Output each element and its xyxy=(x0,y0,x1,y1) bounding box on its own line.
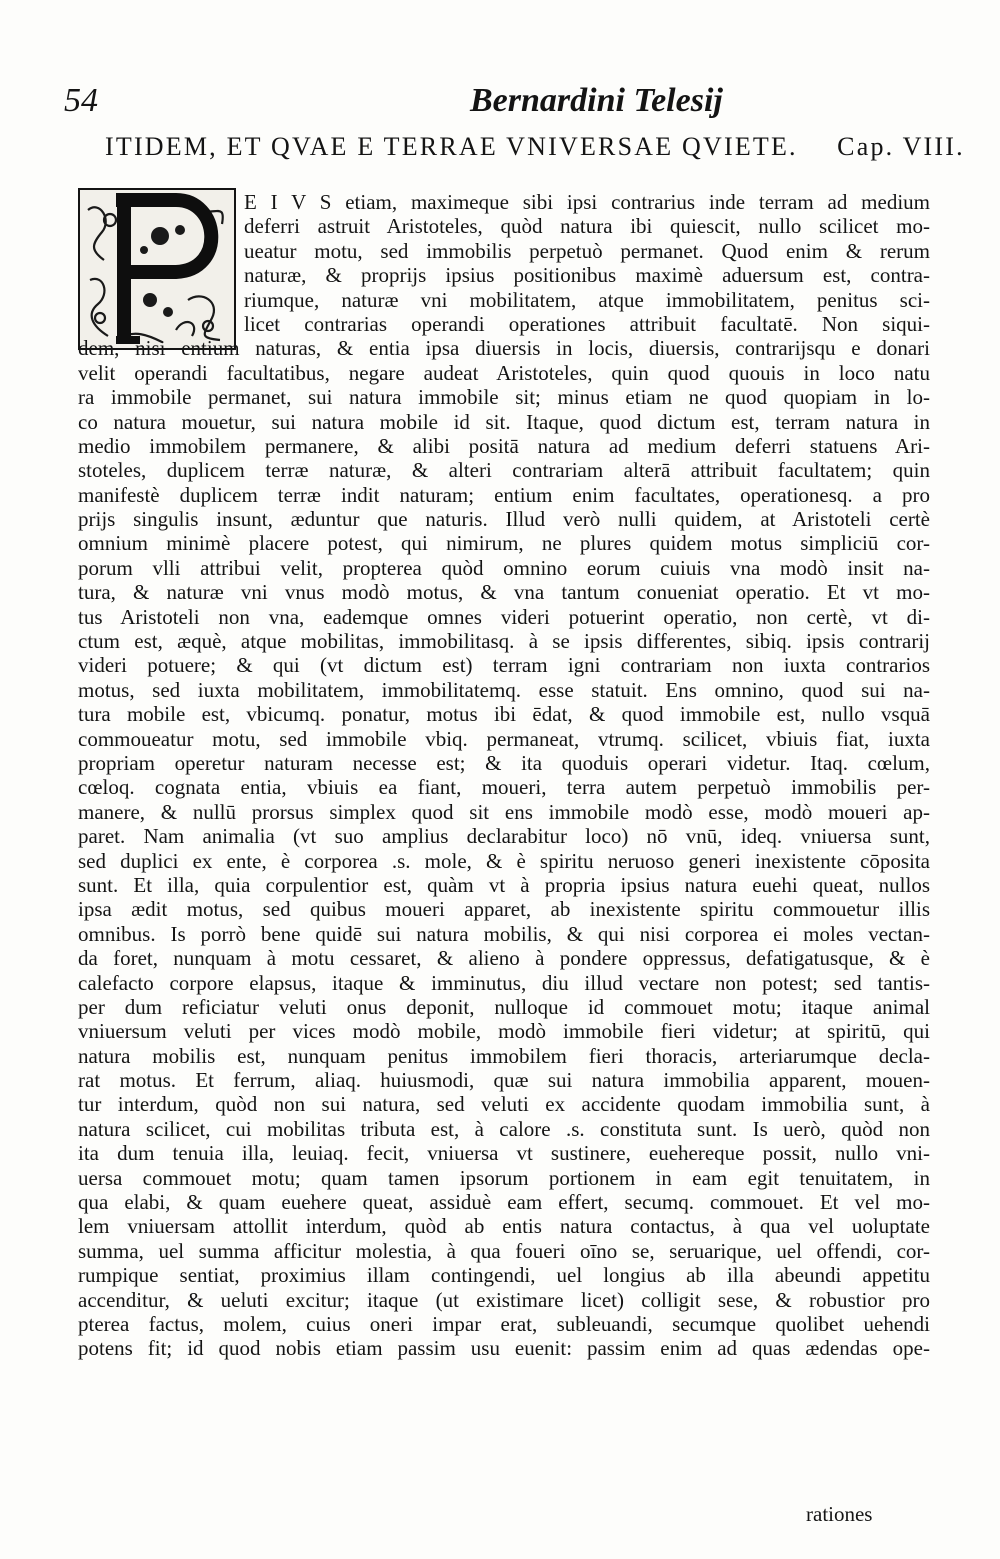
text-line: vniuersum veluti per vices modò mobile, modò immobile fieri videtur; at spiritū, qui xyxy=(78,1019,930,1044)
catchword: rationes xyxy=(806,1502,873,1526)
text-line: E I V S etiam, maximeque sibi ipsi contrarius inde terram ad medium xyxy=(244,190,930,214)
text-line: lem vniuersam attollit interdum, quòd ab entis natura contactus, à qua vel uoluptate xyxy=(78,1214,930,1239)
text-line: cœloq. cognata entia, vbiuis ea fiant, moueri, terra autem perpetuò immobilis per- xyxy=(78,775,930,800)
text-line: ita dum tenuia illa, leuiaq. fecit, vniuersa vt sustinere, euehereque possit, nullo vni- xyxy=(78,1141,930,1166)
text-line: deferri astruit Aristoteles, quòd natura ibi quiescit, nullo scilicet mo- xyxy=(244,214,930,239)
text-line: tus Aristoteli non vna, eademque omnes videri potuerint operatio, non certè, vt di- xyxy=(78,604,930,629)
running-head: Bernardini Telesij xyxy=(470,82,723,119)
text-line: medio immobilem permanere, & alibi positā natura ad medium deferri statuens Ari- xyxy=(78,433,930,458)
text-line: omnibus. Is porrò bene quidē sui natura mobilis, & qui nisi corporea ei moles vectan- xyxy=(78,921,930,946)
text-line: per dum reficiatur veluti onus deponit, nulloque id commouet motu; itaque animal xyxy=(78,994,930,1019)
text-line: porum vlli attribui velit, propterea quòd omnino eorum cuiuis vna modò insit na- xyxy=(78,555,930,580)
text-line: da foret, nunquam à motu cessaret, & alieno à pondere oppressus, defatigatusque, & è xyxy=(78,946,930,971)
text-line: manifestè duplicem terræ indit naturam; entium enim facultates, operationesq. a pro xyxy=(78,482,930,507)
text-line: accenditur, & ueluti excitur; itaque (ut existimare licet) colligit sese, & robustior pro xyxy=(78,1287,930,1312)
text-line: rat motus. Et ferrum, aliaq. huiusmodi, quæ sui natura immobilia apparent, mouen- xyxy=(78,1068,930,1093)
text-line: pterea factus, molem, cuius oneri impar erat, subleuandi, secumque quolibet uehendi xyxy=(78,1311,930,1336)
text-line: natura mobilis est, nunquam penitus immobilem fieri thoracis, arteriarumque decla- xyxy=(78,1043,930,1068)
text-line: paret. Nam animalia (vt suo amplius declarabitur loco) nō vnū, ideq. vniuersa sunt, xyxy=(78,824,930,849)
text-line: stoteles, duplicem terræ naturæ, & alteri contrariam alterā attribuit facultatem; quin xyxy=(78,458,930,483)
chapter-number: Cap. VIII. xyxy=(837,132,965,161)
text-line: co natura mouetur, sui natura mobile id sit. Itaque, quod dictum est, terram natura in xyxy=(78,409,930,434)
text-line: ctum est, æquè, atque mobilitas, immobilitasq. à se ipsis differentes, sibiq. ipsis contrarij xyxy=(78,629,930,654)
text-line: qua elabi, & quam euehere queat, assiduè eam effert, secumq. commouet. Et vel mo- xyxy=(78,1190,930,1215)
text-line: velit operandi facultatibus, negare audeat Aristoteles, quin quod quouis in loco natu xyxy=(78,360,930,385)
text-line: uersa commouet motu; quam tamen ipsorum portionem in eam egit tenuitatem, in xyxy=(78,1165,930,1190)
chapter-heading xyxy=(105,132,965,166)
text-line: sunt. Et illa, quia corpulentior est, quàm vt à propria ipsius natura euehi queat, nullos xyxy=(78,872,930,897)
text-line: natura scilicet, cui mobilitas tributa est, à calore .s. constituta sunt. Is uerò, quòd non xyxy=(78,1116,930,1141)
page-header xyxy=(60,80,940,128)
text-line: licet contrarias operandi operationes attribuit facultatē. Non siqui- xyxy=(244,311,930,336)
text-line: sed duplici ex ente, è corporea .s. mole, & è spiritu neruoso generi inexistente cōposita xyxy=(78,848,930,873)
text-line: commoueatur motu, sed immobile vbiq. permaneat, vtrumq. scilicet, vbiuis fiat, iuxta xyxy=(78,726,930,751)
text-line: tur interdum, quòd non sui natura, sed veluti ex accidente quodam immobilia sunt, à xyxy=(78,1092,930,1117)
text-line: propriam operetur naturam necesse est; & ita quoduis operari videtur. Itaq. cœlum, xyxy=(78,750,930,775)
text-line: summa, uel summa afficitur molestia, à qua foueri oīno se, seruarique, uel offendi, cor- xyxy=(78,1238,930,1263)
text-line: rumpique sentiat, proximius illam contingendi, uel longius ab illa abeundi appetitu xyxy=(78,1263,930,1288)
text-line: ipsa ædit motus, sed quibus moueri apparet, ab inexistente spiritu commouetur illis xyxy=(78,897,930,922)
text-line: ra immobile permanet, sui natura immobile sit; minus etiam ne quod quopiam in lo- xyxy=(78,385,930,410)
text-line: ueatur motu, sed immobilis perpetuò permanet. Quod enim & rerum xyxy=(244,238,930,263)
text-line: dem, nisi entium naturas, & entia ipsa diuersis in locis, diuersis, contrarijsqu e donari xyxy=(78,336,930,361)
text-line: potens fit; id quod nobis etiam passim usu euenit: passim enim ad quas ædendas ope- xyxy=(78,1336,930,1361)
body-text xyxy=(78,190,930,1361)
text-line: videri potuere; & qui (vt dictum est) terram igni contrariam non iuxta contrarios xyxy=(78,653,930,678)
text-line: omnium minimè placere potest, qui nimirum, ne plures quidem motus simpliciū cor- xyxy=(78,531,930,556)
text-line: tura mobile est, vbicumq. ponatur, motus ibi ēdat, & quod immobile est, nullo vsquā xyxy=(78,702,930,727)
text-line: calefacto corpore elapsus, itaque & imminutus, diu illud vectare non potest; sed tantis- xyxy=(78,970,930,995)
chapter-title: ITIDEM, ET QVAE E TERRAE VNIVERSAE QVIETE. xyxy=(105,132,798,161)
text-line: tura, & naturæ vni vnus modò motus, & vna tantum conueniat operatio. Et vt mo- xyxy=(78,580,930,605)
page-number: 54 xyxy=(64,82,98,119)
text-line: motus, sed iuxta mobilitatem, immobilitatemq. esse statuit. Ens omnino, quod sui na- xyxy=(78,677,930,702)
text-line: manere, & nullū prorsus simplex quod sit ens immobile modò esse, modò moueri ap- xyxy=(78,799,930,824)
text-line: prijs singulis insunt, æduntur que naturis. Illud verò nulli quidem, at Aristoteli certè xyxy=(78,507,930,532)
text-line: riumque, naturæ vni mobilitatem, atque immobilitatem, penitus sci- xyxy=(244,287,930,312)
text-line: naturæ, & proprijs ipsius positionibus maximè aduersum est, contra- xyxy=(244,263,930,288)
